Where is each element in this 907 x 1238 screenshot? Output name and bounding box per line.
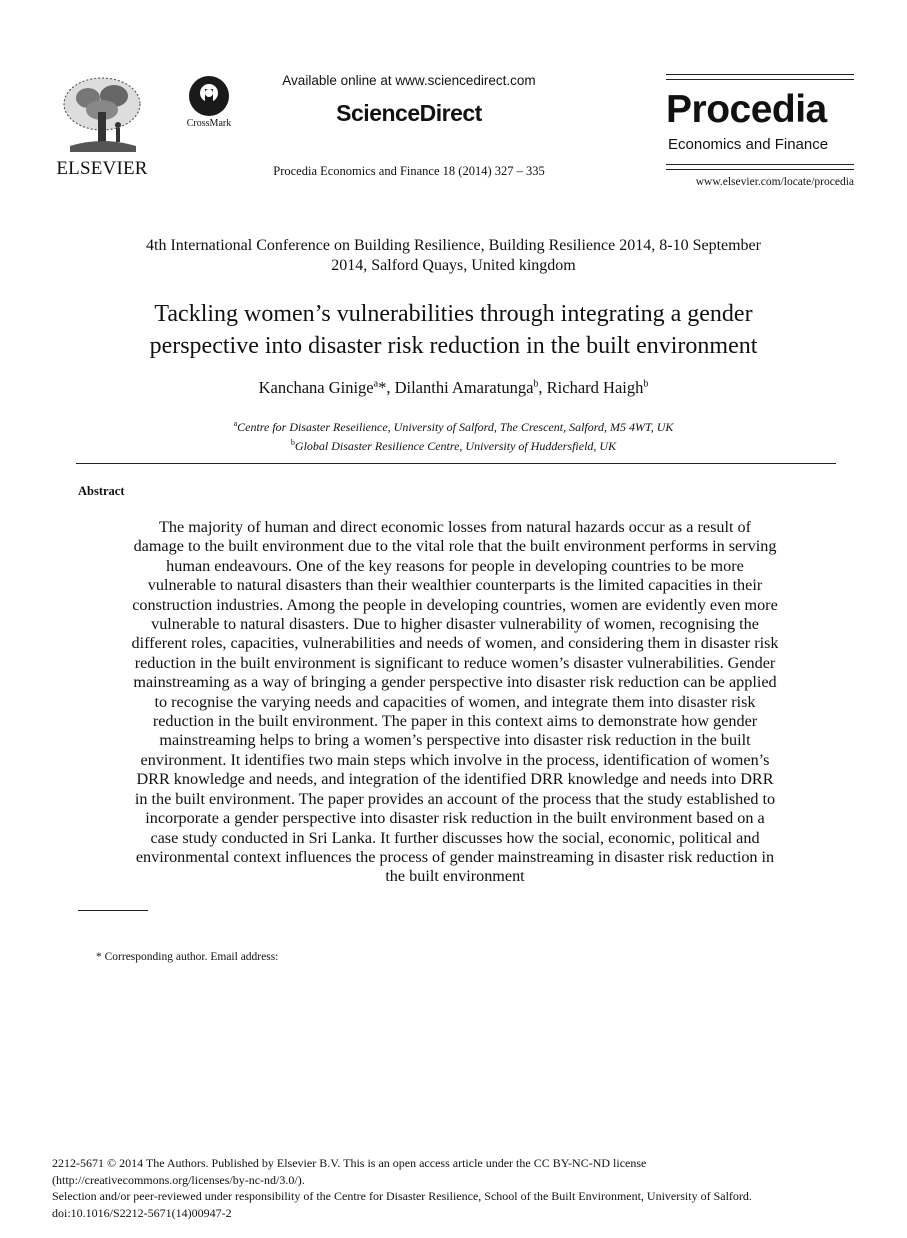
procedia-top-rule bbox=[666, 74, 854, 75]
abstract-line: in the built environment. The paper provides an account of the process that the study established to bbox=[134, 789, 776, 808]
corresponding-author-footnote: * Corresponding author. Email address: bbox=[96, 951, 279, 963]
procedia-title: Procedia bbox=[666, 88, 827, 131]
abstract-line: to recognise the varying needs and capacities of women, and integrate them into disaster risk bbox=[154, 692, 756, 711]
conference-info bbox=[60, 236, 847, 276]
title-line-1: Tackling women’s vulnerabilities through integrating a gender bbox=[154, 301, 753, 327]
header-divider bbox=[76, 463, 836, 464]
abstract-heading: Abstract bbox=[78, 484, 125, 498]
procedia-subtitle: Economics and Finance bbox=[668, 136, 829, 153]
procedia-logo bbox=[666, 74, 854, 192]
abstract-body bbox=[66, 518, 844, 887]
affiliation-line bbox=[60, 416, 847, 435]
abstract-line: The majority of human and direct economic losses from natural hazards occur as a result of bbox=[159, 518, 751, 536]
procedia-bottom-rule bbox=[666, 164, 854, 165]
available-online-text: Available online at www.sciencedirect.com bbox=[282, 73, 536, 88]
abstract-line: reduction in the built environment. The paper in this context aims to demonstrate how gender bbox=[152, 712, 758, 731]
sciencedirect-logo: ScienceDirect bbox=[336, 100, 482, 126]
procedia-bottom-rule-2 bbox=[666, 169, 854, 170]
abstract-line: construction industries. Among the people in developing countries, women are evidently even more bbox=[132, 595, 778, 614]
abstract-line: environmental context influences the process of gender mainstreaming in disaster risk reduction in bbox=[135, 847, 775, 866]
crossmark-icon bbox=[187, 74, 231, 118]
abstract-line: different roles, capacities, vulnerabilities and needs of women, and considering them in disaster risk bbox=[131, 634, 779, 653]
abstract-line: vulnerable to natural disasters. Due to higher disaster vulnerability of women, recognising the bbox=[151, 615, 759, 634]
peer-review-line: Selection and/or peer-reviewed under responsibility of the Centre for Disaster Resilience, School of the Built Environment, University of Salford. bbox=[52, 1189, 752, 1203]
publisher-logo-text: ELSEVIER bbox=[56, 158, 148, 179]
abstract-line: vulnerable to natural disasters than their wealthier counterparts is the limited capacities in their bbox=[147, 576, 763, 595]
paper-title bbox=[60, 298, 847, 362]
abstract-line: incorporate a gender perspective into disaster risk reduction in the built environment based on a bbox=[145, 809, 765, 828]
abstract-line: mainstreaming as a way of bringing a gender perspective into disaster risk reduction can be applied bbox=[133, 673, 777, 692]
author-affil-marker: b bbox=[533, 378, 539, 390]
journal-reference: Procedia Economics and Finance 18 (2014) 327 – 335 bbox=[273, 164, 545, 178]
author-name: Richard Haigh bbox=[546, 378, 644, 397]
abstract-line: damage to the built environment due to the vital role that the built environment performs in serving bbox=[133, 537, 777, 556]
elsevier-tree-icon bbox=[60, 74, 144, 156]
copyright-line: 2212-5671 © 2014 The Authors. Published by Elsevier B.V. This is an open access article under the CC BY-NC-ND license bbox=[52, 1156, 647, 1170]
conference-line-1: 4th International Conference on Building Resilience, Building Resilience 2014, 8-10 September bbox=[146, 237, 761, 254]
procedia-top-rule-2 bbox=[666, 79, 854, 80]
title-line-2: perspective into disaster risk reduction in the built environment bbox=[149, 333, 758, 359]
abstract-line: environment. It identifies two main steps which involve in the process, identification of women’s bbox=[140, 750, 770, 769]
affiliation-marker: b bbox=[290, 438, 295, 447]
license-link[interactable]: (http://creativecommons.org/licenses/by-nc-nd/3.0/). bbox=[52, 1172, 305, 1187]
procedia-url[interactable]: www.elsevier.com/locate/procedia bbox=[695, 176, 854, 188]
author-separator: *, bbox=[378, 378, 395, 397]
affiliation-text: Global Disaster Resilience Centre, University of Huddersfield, UK bbox=[294, 439, 617, 453]
elsevier-logo bbox=[52, 74, 152, 180]
abstract-line: mainstreaming helps to bring a women’s perspective into disaster risk reduction in the built bbox=[159, 731, 751, 750]
affiliations bbox=[60, 416, 847, 454]
abstract-line: DRR knowledge and needs, and integration of the identified DRR knowledge and needs into DRR bbox=[136, 770, 774, 789]
author-separator: , bbox=[538, 378, 547, 397]
doi-line: doi:10.1016/S2212-5671(14)00947-2 bbox=[52, 1205, 232, 1220]
crossmark-badge[interactable] bbox=[178, 74, 240, 134]
author-name: Kanchana Ginige bbox=[258, 378, 374, 397]
copyright-footer bbox=[52, 1155, 872, 1221]
abstract-line: human endeavours. One of the key reasons for people in developing countries to be more bbox=[166, 556, 744, 575]
author-affil-marker: b bbox=[643, 378, 649, 390]
footnote-divider bbox=[78, 910, 148, 911]
affiliation-text: Centre for Disaster Reseilience, University of Salford, The Crescent, Salford, M5 4WT, UK bbox=[237, 420, 674, 434]
author-list bbox=[60, 378, 847, 398]
abstract-line: reduction in the built environment is significant to reduce women’s disaster vulnerabilities. Gender bbox=[134, 653, 776, 672]
affiliation-line bbox=[60, 435, 847, 454]
affiliation-marker: a bbox=[233, 419, 238, 428]
author-name: Dilanthi Amaratunga bbox=[394, 378, 534, 397]
conference-line-2: 2014, Salford Quays, United kingdom bbox=[331, 257, 576, 274]
author-affil-marker: a bbox=[373, 378, 379, 390]
crossmark-label: CrossMark bbox=[186, 118, 232, 129]
abstract-line: the built environment bbox=[385, 867, 525, 886]
abstract-line: case study conducted in Sri Lanka. It further discusses how the social, economic, political and bbox=[150, 828, 760, 847]
